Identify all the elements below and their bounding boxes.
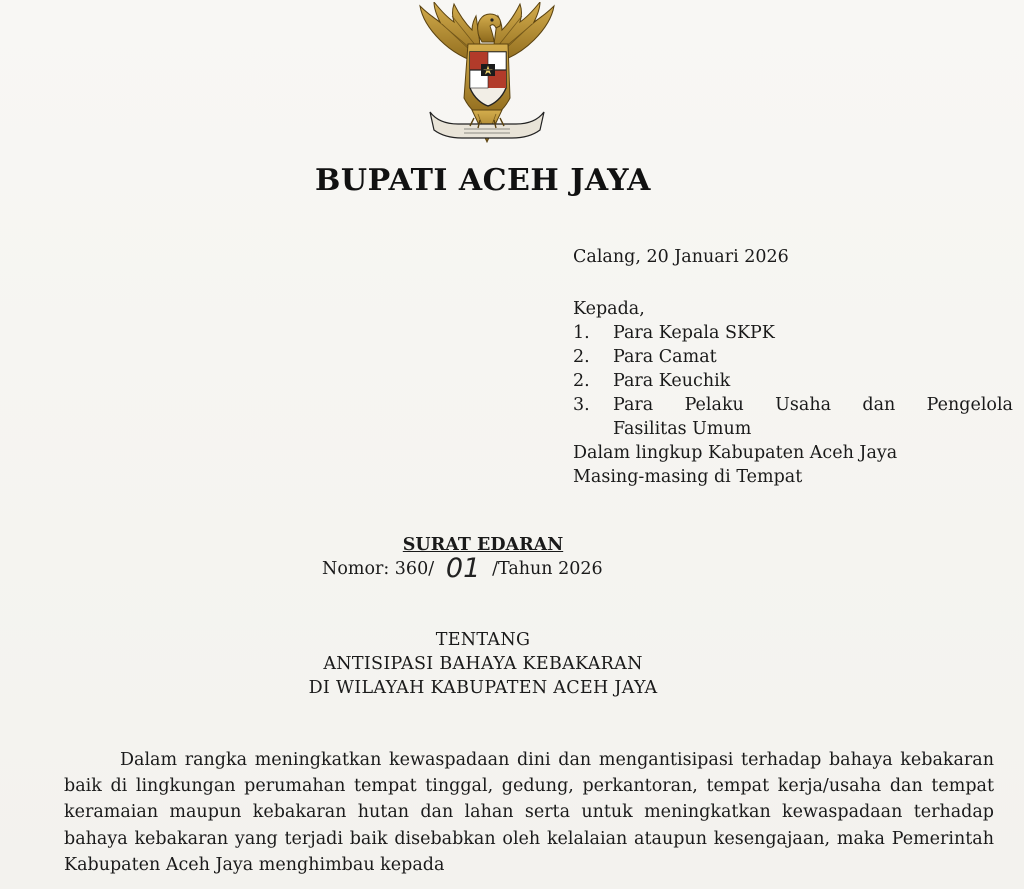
recipient-text: Para Keuchik xyxy=(613,371,731,391)
recipient-list xyxy=(573,321,1013,441)
place-date: Calang, 20 Januari 2026 xyxy=(573,247,789,267)
recipients-block xyxy=(573,297,1013,489)
list-number: 3. xyxy=(573,395,590,415)
list-item xyxy=(573,393,1013,417)
recipient-heading: Kepada, xyxy=(573,299,645,319)
number-prefix: Nomor: 360/ xyxy=(322,559,435,579)
list-item xyxy=(573,345,1013,369)
recipient-scope: Dalam lingkup Kabupaten Aceh Jaya xyxy=(573,443,898,463)
list-number: 2. xyxy=(573,347,590,367)
subject-block xyxy=(0,628,966,700)
subject-line: DI WILAYAH KABUPATEN ACEH JAYA xyxy=(308,678,658,698)
recipient-text: Para Pelaku Usaha dan Pengelola xyxy=(613,395,1013,415)
list-number: 2. xyxy=(573,371,590,391)
list-item xyxy=(573,321,1013,345)
recipient-text: Para Kepala SKPK xyxy=(613,323,775,343)
number-suffix: /Tahun 2026 xyxy=(492,559,603,579)
garuda-emblem-icon xyxy=(412,2,562,154)
list-item xyxy=(573,369,1013,393)
subject-label: TENTANG xyxy=(435,630,531,650)
list-item-continuation xyxy=(573,417,1013,441)
subject-line: ANTISIPASI BAHAYA KEBAKARAN xyxy=(323,654,643,674)
recipient-location: Masing-masing di Tempat xyxy=(573,467,803,487)
body-paragraph: Dalam rangka meningkatkan kewaspadaan dini dan mengantisipasi terhadap bahaya kebakaran baik di lingkungan perumahan tempat tinggal, gedung, perkantoran, tempat kerja/usaha dan tempat keramaian maupun kebakaran hutan dan lahan serta untuk meningkatkan kewaspadaan terhadap bahaya kebakaran yang terjadi baik disebabkan oleh kelalaian ataupun kesengajaan, maka Pemerintah Kabupaten Aceh Jaya menghimbau kepada xyxy=(64,750,994,875)
list-number: 1. xyxy=(573,323,590,343)
recipient-text-continued: Fasilitas Umum xyxy=(613,419,752,439)
handwritten-number: 01 xyxy=(445,553,481,584)
recipient-text: Para Camat xyxy=(613,347,717,367)
circular-title: SURAT EDARAN xyxy=(402,535,564,555)
circular-number xyxy=(322,553,603,584)
issuer-title: BUPATI ACEH JAYA xyxy=(315,163,651,198)
